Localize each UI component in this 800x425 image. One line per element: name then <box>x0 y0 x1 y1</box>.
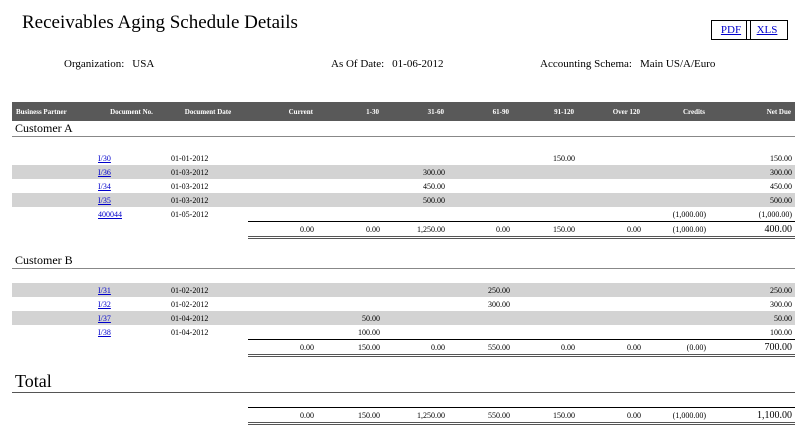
current-cell <box>248 325 317 340</box>
total-row-d91_120: 150.00 <box>513 408 578 424</box>
document-link[interactable]: I/30 <box>98 153 111 163</box>
col-header-current: Current <box>248 102 317 121</box>
document-link[interactable]: I/38 <box>98 327 111 337</box>
export-pdf-link[interactable]: PDF <box>720 24 742 36</box>
total-row-credits: (1,000.00) <box>644 408 709 424</box>
subtotal-row-over120: 0.00 <box>578 340 644 356</box>
document-link[interactable]: I/31 <box>98 285 111 295</box>
report-title: Receivables Aging Schedule Details <box>22 12 298 33</box>
subtotal-row <box>12 340 795 356</box>
over120-cell <box>578 151 644 165</box>
spacer-cell <box>12 238 795 254</box>
over120-cell <box>578 207 644 222</box>
document-link[interactable]: I/34 <box>98 181 111 191</box>
net-cell: 300.00 <box>709 165 795 179</box>
document-no-cell <box>95 325 168 340</box>
subtotal-row-d91_120: 150.00 <box>513 222 578 238</box>
subtotal-row-d61_90: 0.00 <box>448 222 513 238</box>
credits-cell <box>644 325 709 340</box>
over120-cell <box>578 297 644 311</box>
document-no-cell <box>95 283 168 297</box>
current-cell <box>248 207 317 222</box>
subtotal-row-over120: 0.00 <box>578 222 644 238</box>
d31_60-cell <box>383 283 448 297</box>
business-partner-cell <box>12 325 95 340</box>
d1_30-cell: 100.00 <box>358 327 380 337</box>
current-cell <box>248 179 317 193</box>
d1_30-cell <box>317 165 383 179</box>
current-cell <box>248 311 317 325</box>
d91_120-cell <box>513 325 578 340</box>
total-row-current: 0.00 <box>248 408 317 424</box>
table-row <box>12 283 795 297</box>
subtotal-spacer <box>12 238 795 254</box>
table-row <box>12 165 795 179</box>
document-no-cell <box>95 151 168 165</box>
d61_90-cell <box>448 193 513 207</box>
d61_90-cell: 250.00 <box>448 283 513 297</box>
col-header-net-due: Net Due <box>709 102 795 121</box>
d91_120-cell <box>513 165 578 179</box>
business-partner-cell <box>12 283 95 297</box>
d61_90-cell <box>448 311 513 325</box>
d31_60-cell: 450.00 <box>423 181 445 191</box>
export-pdf-button[interactable] <box>711 20 751 40</box>
total-row-d61_90: 550.00 <box>448 408 513 424</box>
total-row-d31_60: 1,250.00 <box>383 408 448 424</box>
d61_90-cell <box>448 325 513 340</box>
business-partner-name: Customer B <box>12 253 795 269</box>
as-of-date-label: As Of Date: <box>331 58 385 70</box>
col-header-document-date: Document Date <box>168 102 248 121</box>
subtotal-row-d31_60: 1,250.00 <box>383 222 448 238</box>
net-cell: 250.00 <box>709 283 795 297</box>
d61_90-cell <box>448 207 513 222</box>
document-date-cell: 01-03-2012 <box>168 165 248 179</box>
document-date-cell: 01-04-2012 <box>171 327 209 337</box>
document-link[interactable]: I/35 <box>98 195 111 205</box>
spacer-cell <box>12 269 795 284</box>
business-partner-cell <box>12 165 95 179</box>
group-header-row <box>12 121 795 137</box>
table-row <box>12 207 795 222</box>
schema-value: Main US/A/Euro <box>639 58 716 70</box>
credits-cell <box>644 179 709 193</box>
document-no-cell <box>95 193 168 207</box>
subtotal-row-d31_60: 0.00 <box>383 340 448 356</box>
organization-param <box>64 58 154 70</box>
subtotal-row-net: 400.00 <box>709 222 795 238</box>
col-header-91-120: 91-120 <box>513 102 578 121</box>
over120-cell <box>578 165 644 179</box>
document-link[interactable]: I/32 <box>98 299 111 309</box>
schema-param <box>540 58 715 70</box>
credits-cell <box>644 151 709 165</box>
d31_60-cell <box>383 207 448 222</box>
document-no-cell <box>95 311 168 325</box>
d1_30-cell <box>317 193 383 207</box>
document-no-cell <box>95 297 168 311</box>
d61_90-cell <box>448 151 513 165</box>
d61_90-cell <box>448 165 513 179</box>
subtotal-row-net: 700.00 <box>709 340 795 356</box>
subtotal-row-d1_30: 150.00 <box>317 340 383 356</box>
business-partner-cell <box>12 179 95 193</box>
as-of-date-value: 01-06-2012 <box>392 58 444 70</box>
blank-cell <box>168 222 248 238</box>
current-cell <box>248 193 317 207</box>
document-link[interactable]: I/37 <box>98 313 111 323</box>
business-partner-cell <box>12 297 95 311</box>
document-date-cell: 01-03-2012 <box>171 181 209 191</box>
d31_60-cell <box>383 325 448 340</box>
document-no-cell <box>95 179 168 193</box>
d1_30-cell <box>317 283 383 297</box>
d1_30-cell <box>317 179 383 193</box>
business-partner-cell <box>12 193 95 207</box>
export-xls-button[interactable] <box>746 20 788 40</box>
d31_60-cell: 300.00 <box>383 165 448 179</box>
d1_30-cell <box>317 151 383 165</box>
document-date-cell: 01-05-2012 <box>171 209 209 219</box>
d1_30-cell <box>317 207 383 222</box>
business-partner-cell <box>12 207 95 222</box>
export-xls-link[interactable]: XLS <box>756 24 778 36</box>
blank-cell <box>95 340 168 356</box>
table-row <box>12 193 795 207</box>
d91_120-cell <box>513 179 578 193</box>
d91_120-cell <box>513 283 578 297</box>
subtotal-row-d61_90: 550.00 <box>448 340 513 356</box>
col-header-1-30: 1-30 <box>317 102 383 121</box>
d31_60-cell <box>383 151 448 165</box>
d1_30-cell: 50.00 <box>317 311 383 325</box>
subtotal-row-credits: (0.00) <box>644 340 709 356</box>
document-no-cell <box>95 207 168 222</box>
credits-cell: (1,000.00) <box>672 209 706 219</box>
schema-label: Accounting Schema: <box>540 58 632 70</box>
business-partner-name: Customer A <box>12 121 795 137</box>
over120-cell <box>578 325 644 340</box>
d91_120-cell <box>513 193 578 207</box>
over120-cell <box>578 311 644 325</box>
document-date-cell: 01-03-2012 <box>168 193 248 207</box>
subtotal-row-current: 0.00 <box>248 222 317 238</box>
d31_60-cell: 500.00 <box>383 193 448 207</box>
group-spacer <box>12 269 795 284</box>
table-row <box>12 179 795 193</box>
blank-cell <box>168 340 248 356</box>
blank-cell <box>95 222 168 238</box>
blank-cell <box>12 340 95 356</box>
blank-cell <box>12 222 95 238</box>
over120-cell <box>578 283 644 297</box>
net-cell: 100.00 <box>770 327 792 337</box>
d61_90-cell: 300.00 <box>488 299 510 309</box>
group-header-row <box>12 253 795 269</box>
net-cell: (1,000.00) <box>758 209 792 219</box>
col-header-credits: Credits <box>644 102 709 121</box>
d91_120-cell <box>513 207 578 222</box>
total-label-row <box>12 371 795 393</box>
col-header-document-no: Document No. <box>95 102 168 121</box>
subtotal-row-credits: (1,000.00) <box>644 222 709 238</box>
subtotal-spacer <box>12 356 795 372</box>
document-link[interactable]: 400044 <box>98 209 122 219</box>
subtotal-row-d1_30: 0.00 <box>317 222 383 238</box>
spacer-cell <box>12 137 795 152</box>
credits-cell <box>644 165 709 179</box>
d91_120-cell: 150.00 <box>553 153 575 163</box>
credits-cell <box>644 193 709 207</box>
business-partner-cell <box>12 151 95 165</box>
table-row <box>12 151 795 165</box>
current-cell <box>248 297 317 311</box>
credits-cell <box>644 311 709 325</box>
total-row-over120: 0.00 <box>578 408 644 424</box>
subtotal-row-d91_120: 0.00 <box>513 340 578 356</box>
spacer-cell <box>12 393 795 408</box>
d61_90-cell <box>448 179 513 193</box>
d1_30-cell <box>317 297 383 311</box>
table-header-row <box>12 102 795 121</box>
d31_60-cell <box>383 297 448 311</box>
table-row <box>12 297 795 311</box>
group-spacer <box>12 137 795 152</box>
credits-cell <box>644 297 709 311</box>
total-row-net: 1,100.00 <box>709 408 795 424</box>
current-cell <box>248 151 317 165</box>
document-link[interactable]: I/36 <box>98 167 111 177</box>
d31_60-cell <box>383 311 448 325</box>
net-cell: 450.00 <box>770 181 792 191</box>
document-date-cell: 01-01-2012 <box>171 153 209 163</box>
d91_120-cell <box>513 297 578 311</box>
over120-cell <box>578 179 644 193</box>
total-label: Total <box>12 371 795 393</box>
table-row <box>12 325 795 340</box>
current-cell <box>248 283 317 297</box>
subtotal-row <box>12 222 795 238</box>
document-no-cell <box>95 165 168 179</box>
aging-table <box>12 102 795 425</box>
net-cell: 150.00 <box>770 153 792 163</box>
organization-label: Organization: <box>64 58 125 70</box>
col-header-business-partner: Business Partner <box>12 102 95 121</box>
net-cell: 300.00 <box>770 299 792 309</box>
credits-cell <box>644 283 709 297</box>
business-partner-cell <box>12 311 95 325</box>
col-header-61-90: 61-90 <box>448 102 513 121</box>
document-date-cell: 01-02-2012 <box>168 283 248 297</box>
d91_120-cell <box>513 311 578 325</box>
current-cell <box>248 165 317 179</box>
total-row-d1_30: 150.00 <box>317 408 383 424</box>
over120-cell <box>578 193 644 207</box>
spacer-cell <box>12 356 795 372</box>
table-row <box>12 311 795 325</box>
as-of-date-param <box>331 58 443 70</box>
total-spacer <box>12 393 795 408</box>
organization-value: USA <box>132 58 155 70</box>
subtotal-row-current: 0.00 <box>248 340 317 356</box>
net-cell: 50.00 <box>709 311 795 325</box>
document-date-cell: 01-02-2012 <box>171 299 209 309</box>
document-date-cell: 01-04-2012 <box>168 311 248 325</box>
net-cell: 500.00 <box>709 193 795 207</box>
col-header-31-60: 31-60 <box>383 102 448 121</box>
col-header-over-120: Over 120 <box>578 102 644 121</box>
